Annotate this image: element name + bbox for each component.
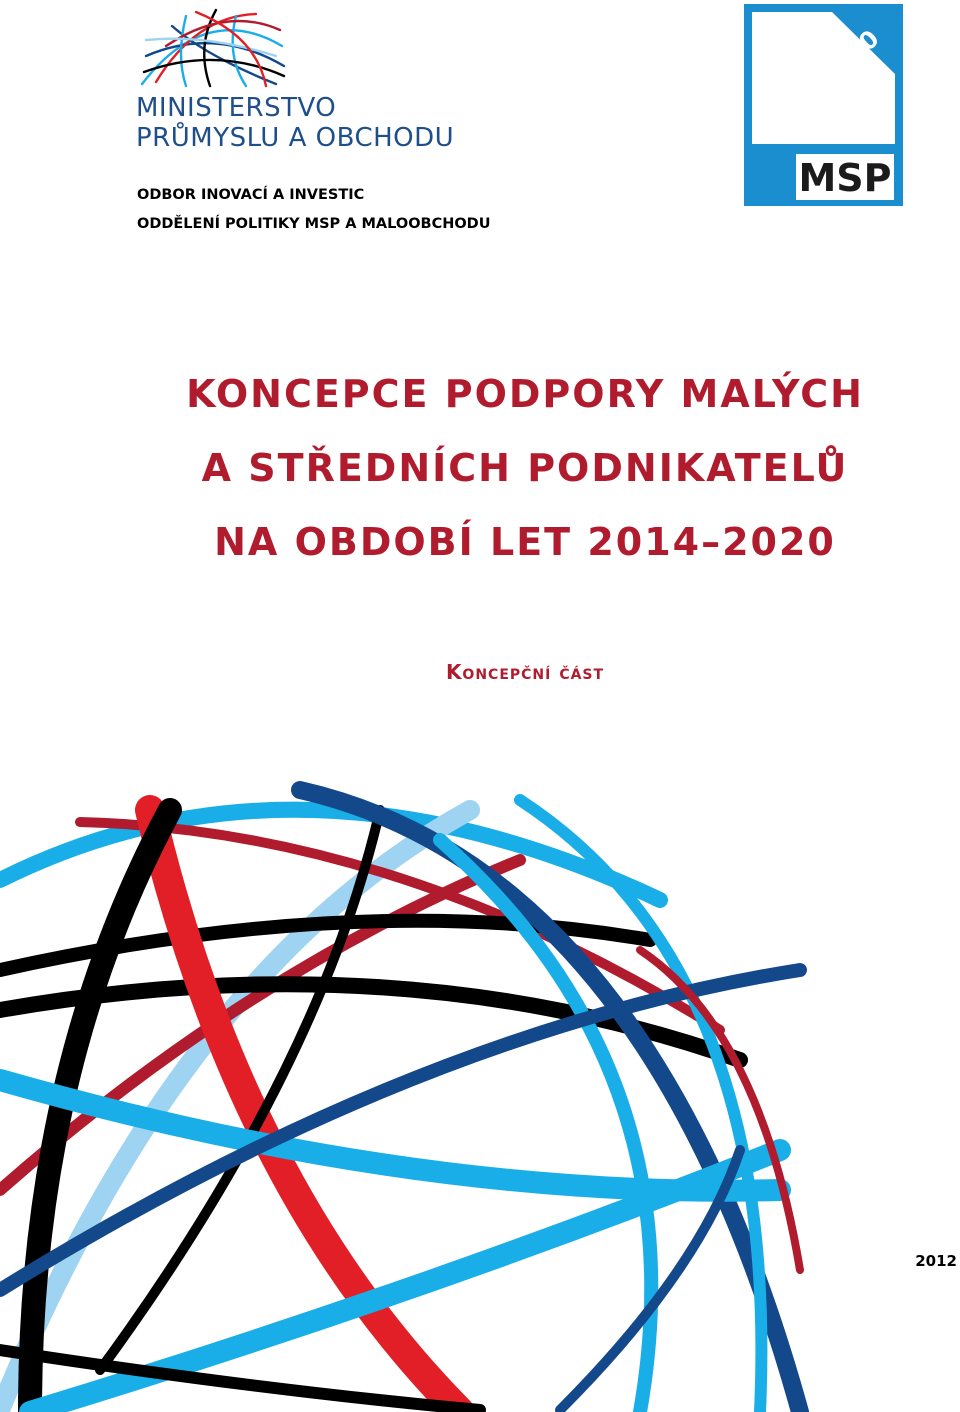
- decorative-globe-illustration: [0, 770, 960, 1412]
- title-line3: NA OBDOBÍ LET 2014–2020: [214, 520, 836, 564]
- ministry-name-line1: MINISTERSTVO: [136, 93, 337, 123]
- department-line2: ODDĚLENÍ POLITIKY MSP A MALOOBCHODU: [137, 216, 491, 232]
- title-line1: KONCEPCE PODPORY MALÝCH: [186, 372, 864, 416]
- ministry-logo: [130, 6, 460, 156]
- msp-label: MSP: [798, 156, 892, 200]
- publication-year: 2012: [915, 1252, 957, 1270]
- department-line1: ODBOR INOVACÍ A INVESTIC: [137, 187, 365, 203]
- ministry-globe-icon: [136, 6, 286, 88]
- msp-logo: [744, 4, 903, 206]
- ministry-name-line2: PRŮMYSLU A OBCHODU: [136, 123, 455, 153]
- subtitle: Koncepční část: [445, 660, 605, 684]
- title-line2: A STŘEDNÍCH PODNIKATELŮ: [201, 446, 849, 490]
- msp-years-label: 2014–2020: [758, 24, 885, 145]
